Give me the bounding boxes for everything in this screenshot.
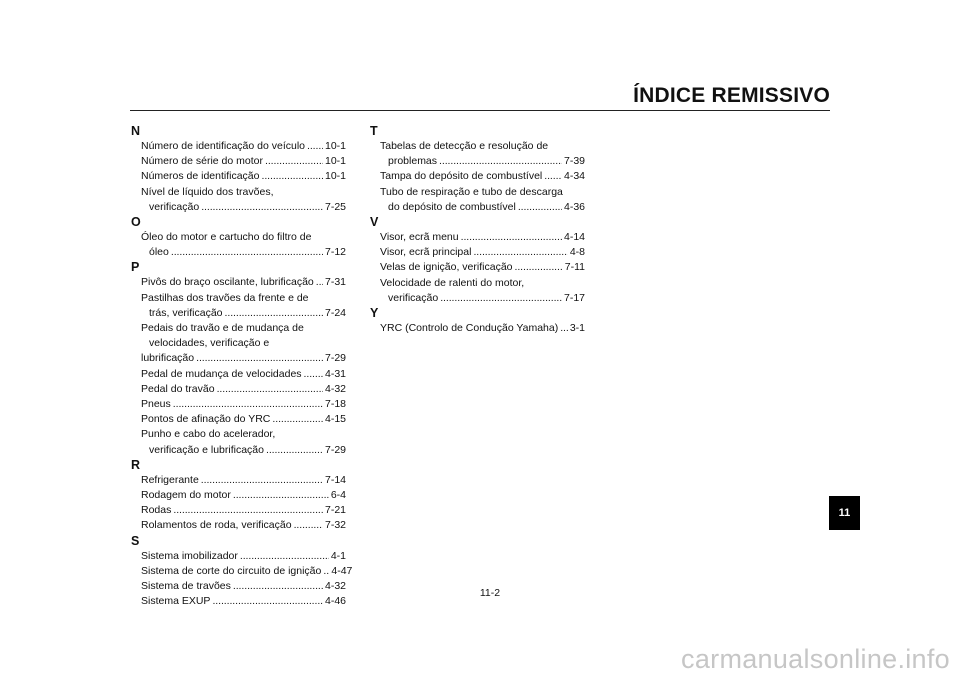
entry-text: Nível de líquido dos travões, xyxy=(141,185,274,198)
entry-line xyxy=(141,549,346,564)
entry-page-ref: 7-14 xyxy=(324,473,346,486)
dot-leader xyxy=(201,200,323,215)
dot-leader xyxy=(233,579,323,594)
entry-text: problemas xyxy=(388,155,438,168)
entry-text: Pastilhas dos travões da frente e de xyxy=(141,291,309,304)
entry-line xyxy=(380,321,585,336)
entry-page-ref: 4-32 xyxy=(324,382,346,395)
dot-leader xyxy=(261,169,323,184)
entry-line xyxy=(380,276,585,291)
entry-text: Sistema de travões xyxy=(141,580,231,593)
entry-text: trás, verificação xyxy=(149,306,223,319)
entry-text: Pivôs do braço oscilante, lubrificação xyxy=(141,276,314,289)
entry-line xyxy=(141,154,346,169)
index-entry xyxy=(131,412,346,427)
dot-leader xyxy=(212,594,323,609)
entry-line xyxy=(141,185,346,200)
entry-line xyxy=(380,169,585,184)
entry-page-ref: 7-29 xyxy=(324,352,346,365)
dot-leader xyxy=(323,564,329,579)
entry-text: do depósito de combustível xyxy=(388,200,516,213)
index-entry xyxy=(370,169,585,184)
index-entry xyxy=(131,594,346,609)
index-entry xyxy=(131,230,346,260)
chapter-tab: 11 xyxy=(829,496,860,530)
entry-line xyxy=(141,245,346,260)
entry-page-ref: 4-14 xyxy=(563,231,585,244)
index-entry xyxy=(370,185,585,215)
dot-leader xyxy=(265,154,323,169)
entry-page-ref: 7-18 xyxy=(324,398,346,411)
entry-page-ref: 6-4 xyxy=(330,489,346,502)
page-title: ÍNDICE REMISSIVO xyxy=(633,84,830,107)
entry-page-ref: 4-47 xyxy=(331,564,353,577)
entry-page-ref: 7-32 xyxy=(324,519,346,532)
entry-page-ref: 4-36 xyxy=(563,200,585,213)
entry-line xyxy=(141,367,346,382)
section-letter: R xyxy=(131,457,141,472)
entry-page-ref: 10-1 xyxy=(324,140,346,152)
index-section xyxy=(131,124,346,215)
dot-leader xyxy=(473,245,567,260)
entry-line xyxy=(141,443,346,458)
entry-page-ref: 10-1 xyxy=(324,170,346,183)
entry-page-ref: 10-1 xyxy=(324,155,346,168)
entry-text: Pneus xyxy=(141,398,171,411)
entry-text: Pedal de mudança de velocidades xyxy=(141,367,302,380)
index-entry xyxy=(370,260,585,275)
entry-line xyxy=(380,260,585,275)
entry-text: Óleo do motor e cartucho do filtro de xyxy=(141,231,312,244)
dot-leader xyxy=(440,291,562,306)
entry-text: Número de identificação do veículo xyxy=(141,140,306,152)
entry-line xyxy=(141,306,346,321)
entry-text: Refrigerante xyxy=(141,473,199,486)
entry-page-ref: 4-46 xyxy=(324,595,346,608)
index-section xyxy=(370,215,585,306)
entry-line xyxy=(141,139,346,154)
entry-text: Visor, ecrã menu xyxy=(380,231,459,244)
entry-text: Tampa do depósito de combustível xyxy=(380,170,543,183)
index-entry xyxy=(131,139,346,154)
section-letter: O xyxy=(131,215,141,230)
entry-text: verificação xyxy=(149,200,200,213)
entry-page-ref: 4-1 xyxy=(330,549,346,562)
section-letter: N xyxy=(131,124,141,138)
entry-line xyxy=(141,230,346,245)
dot-leader xyxy=(515,260,563,275)
dot-leader xyxy=(461,230,562,245)
entry-page-ref: 7-31 xyxy=(324,276,346,289)
dot-leader xyxy=(307,139,323,154)
watermark: carmanualsonline.info xyxy=(681,644,950,674)
dot-leader xyxy=(294,518,323,533)
index-entry xyxy=(370,321,585,336)
entry-text: Sistema de corte do circuito de ignição xyxy=(141,564,322,577)
index-section xyxy=(131,533,353,610)
entry-line xyxy=(141,412,346,427)
entry-page-ref: 7-25 xyxy=(324,200,346,213)
index-column-left xyxy=(131,124,353,609)
entry-line xyxy=(141,336,346,351)
dot-leader xyxy=(217,382,323,397)
dot-leader xyxy=(316,275,323,290)
index-entry xyxy=(131,169,346,184)
dot-leader xyxy=(173,397,323,412)
entry-text: Pedais do travão e de mudança de xyxy=(141,322,304,335)
entry-text: Números de identificação xyxy=(141,170,260,183)
entry-line xyxy=(380,200,585,215)
entry-text: Número de série do motor xyxy=(141,155,263,168)
index-entry xyxy=(370,139,585,169)
entry-page-ref: 7-21 xyxy=(324,504,346,517)
dot-leader xyxy=(560,321,568,336)
entry-line xyxy=(141,321,346,336)
index-section xyxy=(370,306,585,336)
entry-text: lubrificação xyxy=(141,352,195,365)
entry-line xyxy=(141,397,346,412)
index-entry xyxy=(131,275,346,290)
dot-leader xyxy=(225,306,323,321)
index-entry xyxy=(131,503,346,518)
entry-text: velocidades, verificação e xyxy=(149,337,270,350)
dot-leader xyxy=(272,412,323,427)
index-entry xyxy=(131,397,346,412)
entry-text: Rodagem do motor xyxy=(141,489,231,502)
section-letter: T xyxy=(370,124,378,138)
entry-line xyxy=(141,579,346,594)
dot-leader xyxy=(240,549,329,564)
index-entry xyxy=(131,154,346,169)
section-letter: S xyxy=(131,533,140,548)
entry-text: Punho e cabo do acelerador, xyxy=(141,428,276,441)
dot-leader xyxy=(439,154,562,169)
index-entry xyxy=(131,427,346,457)
entry-text: Tabelas de detecção e resolução de xyxy=(380,140,549,152)
entry-page-ref: 4-32 xyxy=(324,580,346,593)
index-section xyxy=(131,458,346,534)
entry-line xyxy=(141,275,346,290)
entry-text: Pontos de afinação do YRC xyxy=(141,413,271,426)
index-entry xyxy=(131,367,346,382)
entry-text: Rodas xyxy=(141,504,172,517)
entry-page-ref: 7-24 xyxy=(324,306,346,319)
entry-page-ref: 7-17 xyxy=(563,291,585,304)
entry-line xyxy=(141,488,346,503)
entry-text: Rolamentos de roda, verificação xyxy=(141,519,292,532)
index-section xyxy=(370,124,585,215)
entry-line xyxy=(141,169,346,184)
entry-text: Velocidade de ralenti do motor, xyxy=(380,276,525,289)
index-entry xyxy=(131,473,346,488)
section-letter: Y xyxy=(370,306,379,321)
entry-page-ref: 4-31 xyxy=(324,367,346,380)
entry-line xyxy=(141,503,346,518)
entry-line xyxy=(141,564,353,579)
entry-line xyxy=(141,473,346,488)
entry-text: Pedal do travão xyxy=(141,382,215,395)
entry-line xyxy=(380,154,585,169)
index-entry xyxy=(131,549,346,564)
dot-leader xyxy=(544,169,562,184)
entry-line xyxy=(141,200,346,215)
entry-line xyxy=(141,427,346,442)
entry-text: Velas de ignição, verificação xyxy=(380,261,513,274)
dot-leader xyxy=(266,443,323,458)
section-letter: V xyxy=(370,215,379,230)
entry-text: Tubo de respiração e tubo de descarga xyxy=(380,185,563,198)
index-entry xyxy=(131,488,346,503)
entry-page-ref: 4-34 xyxy=(563,170,585,183)
entry-line xyxy=(380,291,585,306)
dot-leader xyxy=(196,351,323,366)
entry-text: Sistema EXUP xyxy=(141,595,211,608)
entry-page-ref: 7-39 xyxy=(563,155,585,168)
dot-leader xyxy=(201,473,323,488)
index-entry xyxy=(131,185,346,215)
dot-leader xyxy=(173,503,323,518)
index-entry xyxy=(370,245,585,260)
entry-page-ref: 7-29 xyxy=(324,443,346,456)
index-column-right xyxy=(370,124,585,336)
index-entry xyxy=(131,382,346,397)
entry-line xyxy=(141,594,346,609)
index-entry xyxy=(370,230,585,245)
entry-line xyxy=(141,518,346,533)
page-number: 11-2 xyxy=(479,587,501,599)
entry-text: óleo xyxy=(149,246,169,259)
entry-line xyxy=(141,351,346,366)
index-entry xyxy=(131,579,346,594)
title-rule xyxy=(130,110,830,111)
index-section xyxy=(131,215,346,260)
entry-page-ref: 3-1 xyxy=(569,322,585,335)
dot-leader xyxy=(518,200,562,215)
entry-text: Sistema imobilizador xyxy=(141,549,238,562)
entry-text: verificação xyxy=(388,291,439,304)
index-entry xyxy=(131,291,346,321)
index-entry xyxy=(370,276,585,306)
entry-line xyxy=(141,291,346,306)
index-entry xyxy=(131,518,346,533)
entry-text: verificação e lubrificação xyxy=(149,443,264,456)
entry-page-ref: 7-12 xyxy=(324,246,346,259)
entry-line xyxy=(380,230,585,245)
entry-line xyxy=(380,185,585,200)
entry-line xyxy=(380,245,585,260)
dot-leader xyxy=(171,245,323,260)
index-section xyxy=(131,260,346,457)
section-letter: P xyxy=(131,260,140,275)
index-entry xyxy=(131,564,353,579)
entry-text: Visor, ecrã principal xyxy=(380,246,472,259)
entry-page-ref: 4-15 xyxy=(324,413,346,426)
dot-leader xyxy=(233,488,329,503)
entry-page-ref: 4-8 xyxy=(569,246,585,259)
index-entry xyxy=(131,321,346,367)
dot-leader xyxy=(304,367,323,382)
entry-line xyxy=(380,139,585,154)
entry-line xyxy=(141,382,346,397)
entry-text: YRC (Controlo de Condução Yamaha) xyxy=(380,322,559,335)
entry-page-ref: 7-11 xyxy=(564,261,585,274)
